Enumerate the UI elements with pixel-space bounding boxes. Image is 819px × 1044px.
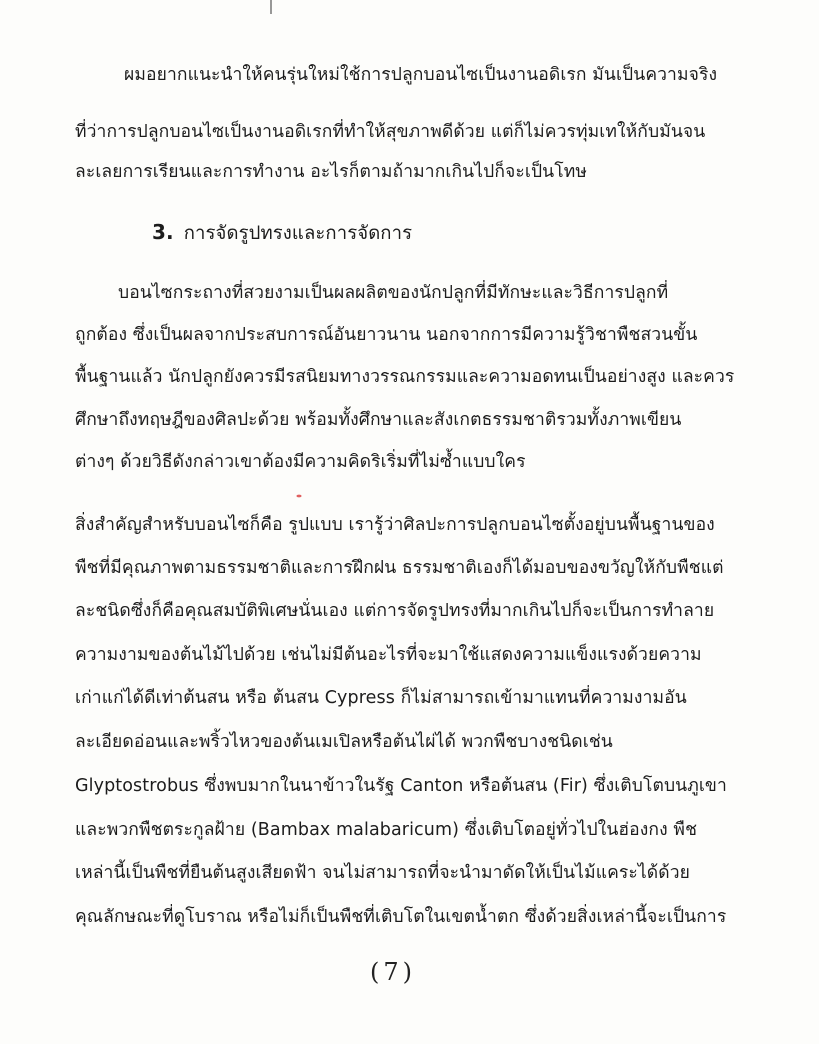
scan-mark <box>268 0 274 16</box>
paragraph-2-line-2: ถูกต้อง ซึ่งเป็นผลจากประสบการณ์อันยาวนาน นอกจากการมีความรู้วิชาพืชสวนขั้น <box>75 325 698 345</box>
paragraph-1-line-2: ที่ว่าการปลูกบอนไซเป็นงานอดิเรกที่ทำให้สุขภาพดีด้วย แต่ก็ไม่ควรทุ่มเทให้กับมันจน <box>75 122 706 142</box>
paragraph-3-line-4: ความงามของต้นไม้ไปด้วย เช่นไม่มีต้นอะไรที่จะมาใช้แสดงความแข็งแรงด้วยความ <box>75 645 702 665</box>
paragraph-3-line-6: ละเอียดอ่อนและพริ้วไหวของต้นเมเปิลหรือต้นไผ่ได้ พวกพืชบางชนิดเช่น <box>75 732 613 752</box>
paragraph-3-line-8: และพวกพืชตระกูลฝ้าย (Bambax malabaricum) ซึ่งเติบโตอยู่ทั่วไปในฮ่องกง พืช <box>75 820 698 840</box>
section-number: 3. <box>152 220 174 244</box>
red-dot-mark <box>296 494 302 498</box>
paragraph-1-line-3: ละเลยการเรียนและการทำงาน อะไรก็ตามถ้ามากเกินไปก็จะเป็นโทษ <box>75 162 588 182</box>
paragraph-3-line-9: เหล่านี้เป็นพืชที่ยืนต้นสูงเสียดฟ้า จนไม่สามารถที่จะนำมาดัดให้เป็นไม้แคระได้ด้วย <box>75 863 691 883</box>
paragraph-2-line-3: พื้นฐานแล้ว นักปลูกยังควรมีรสนิยมทางวรรณกรรมและความอดทนเป็นอย่างสูง และควร <box>75 367 735 387</box>
section-title: การจัดรูปทรงและการจัดการ <box>183 223 413 244</box>
paragraph-1-line-1: ผมอยากแนะนำให้คนรุ่นใหม่ใช้การปลูกบอนไซเป็นงานอดิเรก มันเป็นความจริง <box>124 65 718 85</box>
page-number: (7) <box>370 958 416 986</box>
paragraph-2-line-5: ต่างๆ ด้วยวิธีดังกล่าวเขาต้องมีความคิดริเริ่มที่ไม่ซ้ำแบบใคร <box>75 452 526 472</box>
section-heading <box>152 220 412 246</box>
paragraph-3-line-10: คุณลักษณะที่ดูโบราณ หรือไม่ก็เป็นพืชที่เติบโตในเขตน้ำตก ซึ่งด้วยสิ่งเหล่านี้จะเป็นการ <box>75 907 727 927</box>
paragraph-2-line-1: บอนไซกระถางที่สวยงามเป็นผลผลิตของนักปลูกที่มีทักษะและวิธีการปลูกที่ <box>118 283 669 303</box>
paragraph-2-line-4: ศึกษาถึงทฤษฎีของศิลปะด้วย พร้อมทั้งศึกษาและสังเกตธรรมชาติรวมทั้งภาพเขียน <box>75 410 682 430</box>
paragraph-3-line-2: พืชที่มีคุณภาพตามธรรมชาติและการฝึกฝน ธรรมชาติเองก็ได้มอบของขวัญให้กับพืชแต่ <box>75 558 724 578</box>
paragraph-3-line-5: เก่าแก่ได้ดีเท่าต้นสน หรือ ต้นสน Cypress ก็ไม่สามารถเข้ามาแทนที่ความงามอัน <box>75 688 687 708</box>
paragraph-3-line-7: Glyptostrobus ซึ่งพบมากในนาข้าวในรัฐ Canton หรือต้นสน (Fir) ซึ่งเติบโตบนภูเขา <box>75 776 727 796</box>
paragraph-3-line-1: สิ่งสำคัญสำหรับบอนไซก็คือ รูปแบบ เรารู้ว่าศิลปะการปลูกบอนไซตั้งอยู่บนพื้นฐานของ <box>75 515 715 535</box>
paragraph-3-line-3: ละชนิดซึ่งก็คือคุณสมบัติพิเศษนั่นเอง แต่การจัดรูปทรงที่มากเกินไปก็จะเป็นการทำลาย <box>75 601 715 621</box>
